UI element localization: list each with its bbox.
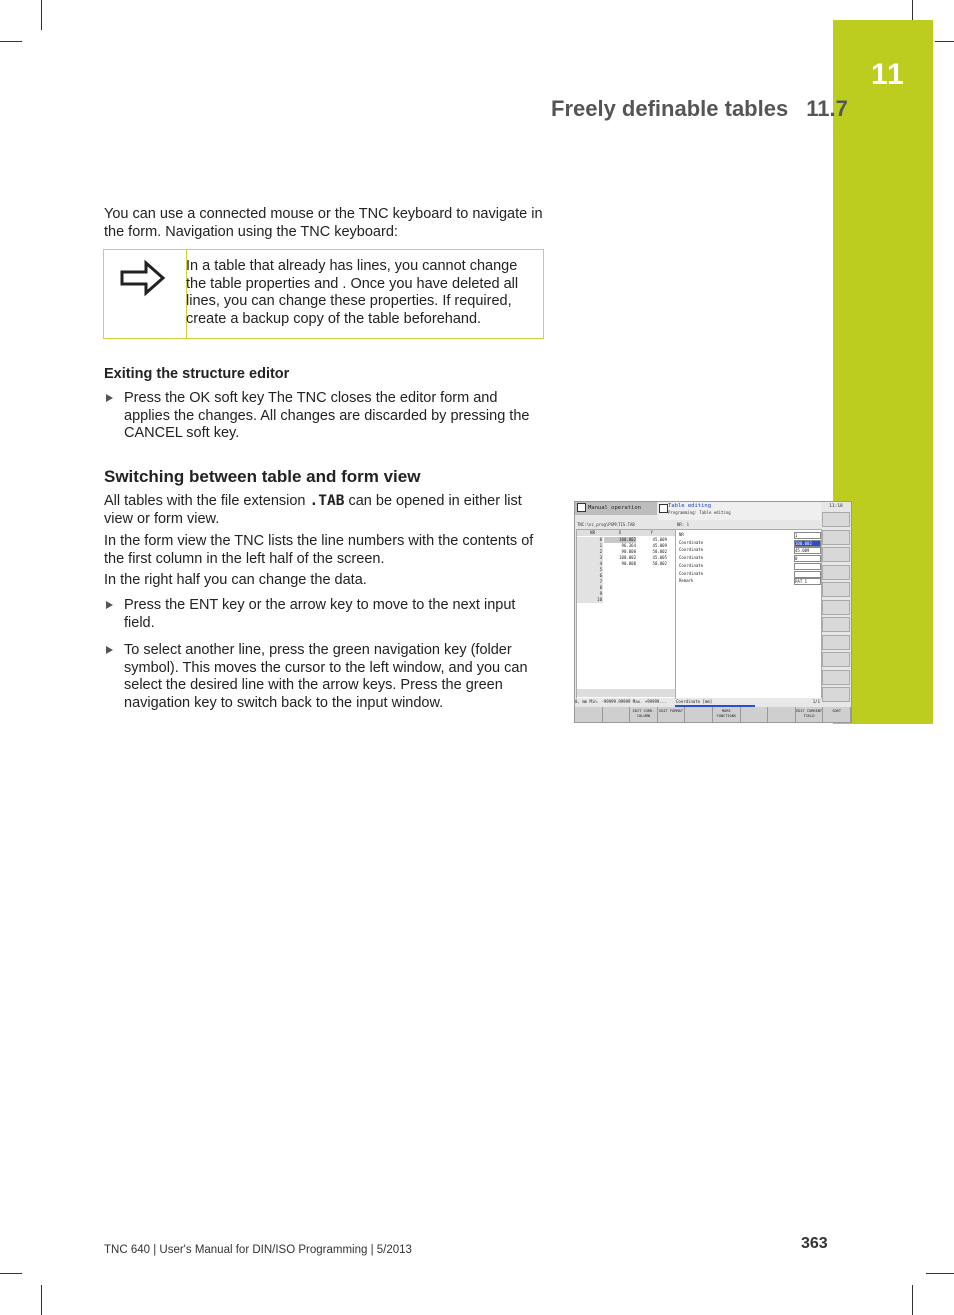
- side-softkey[interactable]: [822, 670, 850, 685]
- p1-after: can be opened in either list view or form view.: [104, 493, 522, 527]
- softkey-row: [575, 707, 851, 722]
- crop-mark: [912, 0, 913, 20]
- exiting-heading: Exiting the structure editor: [104, 366, 290, 382]
- form-field-label: Coordinate: [679, 570, 704, 576]
- page-header: [551, 96, 848, 122]
- form-field-label: Coordinate: [679, 555, 704, 561]
- intro-paragraph: You can use a connected mouse or the TNC keyboard to navigate in the form. Navigation using the TNC keyboard:: [104, 206, 543, 240]
- cell-nr: 1: [577, 543, 603, 549]
- form-field-label: Coordinate: [679, 547, 704, 553]
- note-box: [103, 249, 544, 339]
- table-header: NR X Y: [577, 530, 675, 536]
- cell-y: 50.002: [652, 561, 667, 566]
- bullet-text: To select another line, press the green navigation key (folder symbol). This moves the cursor to the left window, and you can select the desired line with the arrow keys. Press the green navigation key to switch back to the input window.: [124, 642, 528, 711]
- crop-mark: [926, 1273, 954, 1274]
- mode-manual-operation: Manual operation: [575, 502, 657, 515]
- mode-table-editing: Table editing Programming: Table editing: [658, 502, 821, 520]
- softkey[interactable]: MORE FUNCTIONS: [713, 707, 741, 722]
- crop-mark: [935, 41, 954, 42]
- crop-mark: [41, 0, 42, 30]
- side-softkey[interactable]: [822, 512, 850, 527]
- cell-nr: 9: [577, 591, 603, 597]
- note-text: In a table that already has lines, you cannot change the table properties and . Once you have deleted all lines, you can change these properties. If required, create a backup copy of the table beforehand.: [186, 258, 519, 327]
- paragraph-tab-extension: [104, 493, 544, 528]
- cell-nr: 7: [577, 579, 603, 585]
- form-field-input[interactable]: [794, 563, 821, 570]
- range-status: 0, mm Min. -99999.99999 Max. +99999...: [575, 698, 675, 706]
- form-field-input[interactable]: 45.009: [794, 547, 821, 554]
- side-softkey[interactable]: [822, 617, 850, 632]
- footer-text: TNC 640 | User's Manual for DIN/ISO Programming | 5/2013: [104, 1244, 412, 1256]
- softkey[interactable]: [575, 707, 603, 722]
- softkey[interactable]: [603, 707, 631, 722]
- crop-mark: [0, 41, 22, 42]
- form-field-label: Remark: [679, 578, 694, 584]
- section-heading: Switching between table and form view: [104, 467, 421, 486]
- form-field-label: Coordinate: [679, 539, 704, 545]
- chapter-number: 11: [871, 58, 905, 91]
- horizontal-scrollbar[interactable]: [577, 689, 675, 697]
- cell-x: 90.008: [621, 561, 636, 566]
- form-field-input[interactable]: 1: [794, 532, 821, 539]
- nr-label: NR: 1: [677, 522, 690, 527]
- edit-icon: [659, 504, 668, 513]
- bullet-text: Press the ENT key or the arrow key to move to the next input field.: [124, 597, 516, 631]
- cell-nr: 8: [577, 585, 603, 591]
- table-row[interactable]: [577, 597, 675, 603]
- cell-x: 100.002: [604, 537, 636, 543]
- side-softkey[interactable]: [822, 530, 850, 545]
- file-path: TNC:\nc_prog\PGM\TIS.TAB: [577, 522, 635, 527]
- bullet-triangle-icon: [106, 646, 113, 654]
- crop-mark: [41, 1285, 42, 1315]
- cell-nr: 5: [577, 567, 603, 573]
- cell-y: 45.005: [652, 555, 667, 560]
- form-field-input[interactable]: 0: [794, 555, 821, 562]
- cell-y: 45.009: [652, 537, 667, 542]
- form-panel: [675, 529, 822, 704]
- file-extension: .TAB: [309, 493, 345, 509]
- bullet-triangle-icon: [106, 601, 113, 609]
- page-number: 363: [801, 1235, 828, 1252]
- softkey[interactable]: [741, 707, 769, 722]
- cell-x: 100.002: [619, 555, 636, 560]
- cell-x: 90.008: [621, 549, 636, 554]
- side-softkey[interactable]: [822, 582, 850, 597]
- cell-nr: 6: [577, 573, 603, 579]
- form-field-input[interactable]: [794, 571, 821, 578]
- cell-y: 45.009: [652, 543, 667, 548]
- p1-before: All tables with the file extension: [104, 493, 310, 509]
- softkey[interactable]: EDIT CURR. COLUMN: [630, 707, 658, 722]
- side-softkey[interactable]: [822, 652, 850, 667]
- arrow-right-icon: [120, 258, 166, 298]
- side-softkey[interactable]: [822, 565, 850, 580]
- bullet-text: Press the OK soft key The TNC closes the editor form and applies the changes. All changes are discarded by pressing the CANCEL soft key.: [124, 390, 530, 441]
- paragraph-right-half: In the right half you can change the data.: [104, 572, 367, 588]
- form-field-label: NR: [679, 532, 684, 537]
- cell-x: 96.364: [621, 543, 636, 548]
- crop-mark: [912, 1285, 913, 1315]
- cell-y: 50.002: [652, 549, 667, 554]
- side-softkey[interactable]: [822, 547, 850, 562]
- side-softkey[interactable]: [822, 635, 850, 650]
- form-field-input[interactable]: PAT 1: [794, 578, 821, 585]
- cell-nr: 0: [577, 537, 603, 543]
- form-field-label: Coordinate: [679, 562, 704, 568]
- side-softkey[interactable]: [822, 687, 850, 702]
- softkey[interactable]: SORT: [823, 707, 851, 722]
- tnc-screenshot: [574, 501, 852, 723]
- bullet-triangle-icon: [106, 394, 113, 402]
- softkey[interactable]: [685, 707, 713, 722]
- header-title: Freely definable tables: [551, 96, 789, 121]
- cell-nr: 2: [577, 549, 603, 555]
- hand-icon: [577, 503, 586, 512]
- cell-nr: 10: [577, 597, 603, 603]
- softkey[interactable]: EDIT FORMAT: [658, 707, 686, 722]
- clock: 11:18: [829, 504, 843, 509]
- softkey[interactable]: EDIT CURRENT FIELD: [796, 707, 824, 722]
- side-softkey[interactable]: [822, 600, 850, 615]
- form-status: Coordinate [mm] 1/1: [676, 699, 820, 704]
- table-list-panel[interactable]: [576, 529, 676, 699]
- cell-nr: 4: [577, 561, 603, 567]
- paragraph-form-view: In the form view the TNC lists the line numbers with the contents of the first column in the left half of the screen.: [104, 533, 534, 567]
- crop-mark: [0, 1273, 22, 1274]
- header-section: 11.7: [806, 96, 848, 121]
- softkey[interactable]: [768, 707, 796, 722]
- form-field-input[interactable]: 100.002: [794, 540, 821, 547]
- cell-nr: 3: [577, 555, 603, 561]
